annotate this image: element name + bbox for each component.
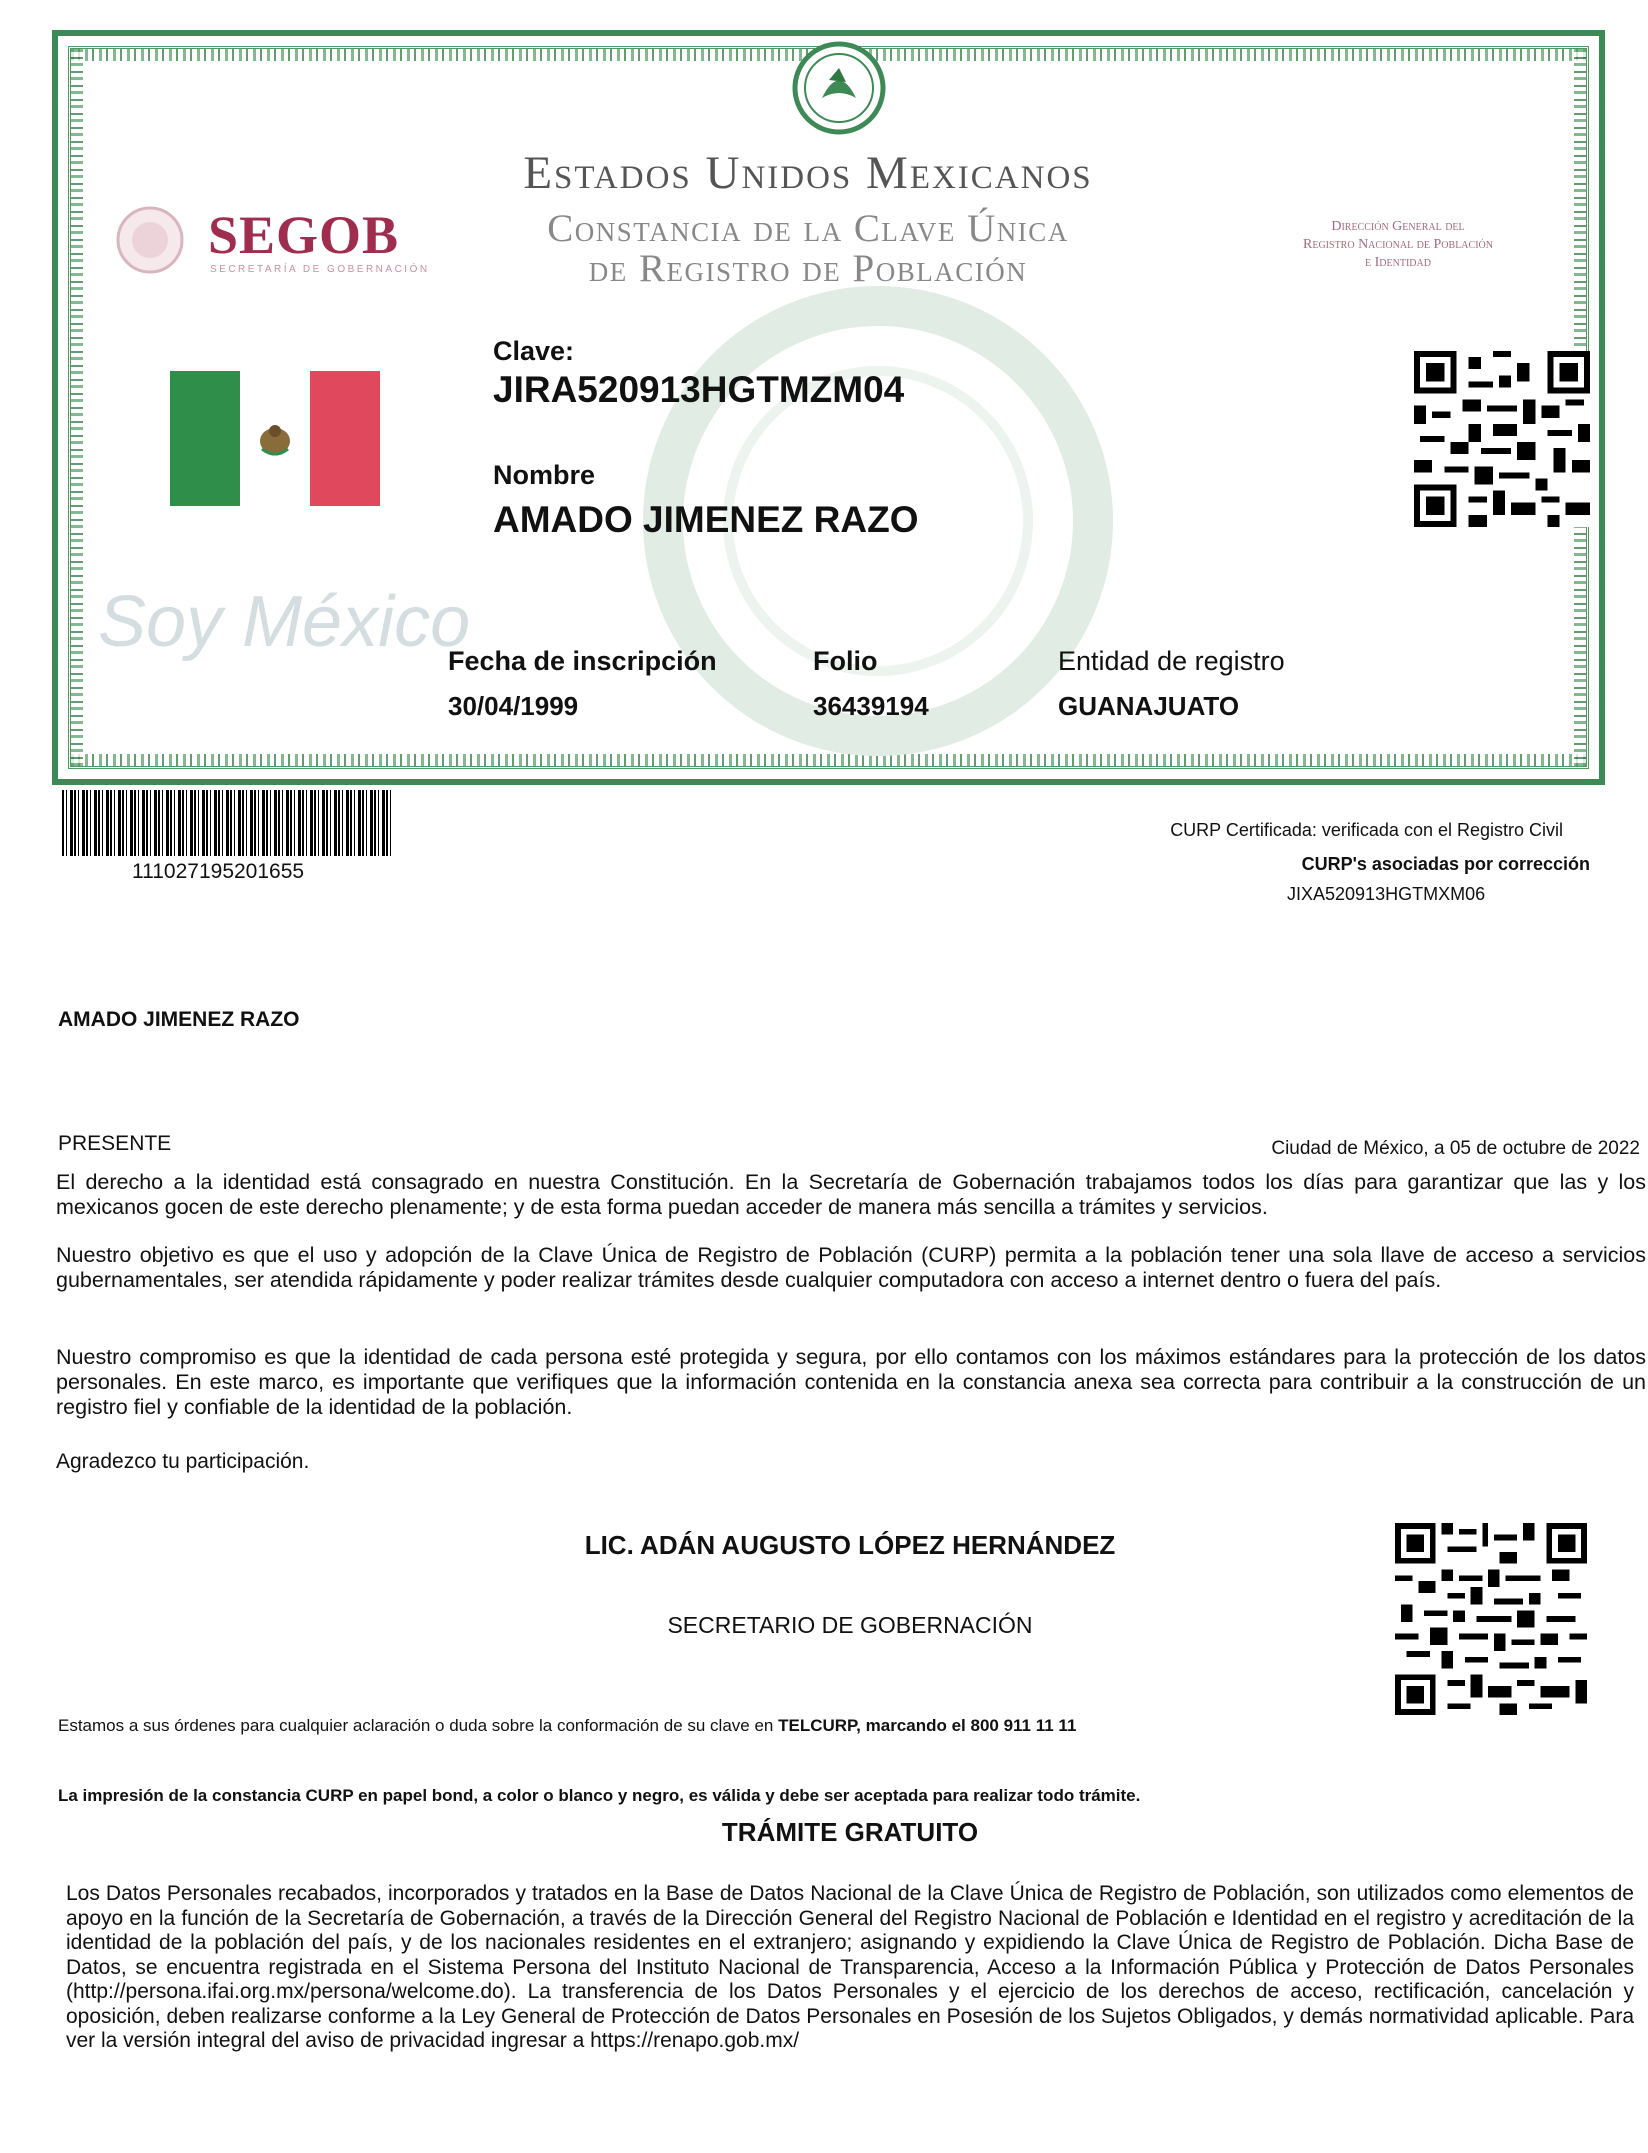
signer-title: SECRETARIO DE GOBERNACIÓN: [667, 1612, 1033, 1638]
place-date: Ciudad de México, a 05 de octubre de 2022: [1271, 1138, 1640, 1159]
national-seal-icon: [784, 38, 894, 138]
clave-label: Clave:: [493, 336, 575, 366]
clave-value: JIRA520913HGTMZM04: [493, 369, 905, 410]
letter-paragraph-1: [56, 1170, 1646, 1220]
curp-associated-value: JIXA520913HGTMXM06: [1287, 884, 1486, 904]
contact-prefix: Estamos a sus órdenes para cualquier aclaración o duda sobre la conformación de su clave en: [58, 1716, 779, 1735]
privacy-notice: [66, 1882, 1634, 2054]
barcode-number: 111027195201655: [132, 860, 305, 883]
presente-label: PRESENTE: [58, 1132, 172, 1155]
flag-red-band: [310, 371, 380, 506]
validity-note: La impresión de la constancia CURP en papel bond, a color o blanco y negro, es válida y debe ser aceptada para realizar todo trámite.: [58, 1786, 1141, 1805]
flag-green-band: [170, 371, 240, 506]
soy-mexico-watermark: Soy México: [98, 582, 471, 662]
entidad-label: Entidad de registro: [1058, 646, 1285, 676]
directorate-line2: Registro Nacional de Población: [1303, 237, 1493, 252]
entidad-value: GUANAJUATO: [1058, 691, 1240, 721]
paragraph-text: El derecho a la identidad está consagrado en nuestra Constitución. En la Secretaría de Gobernación trabajamos todos los días para garantizar que las y los mexicanos gocen de este derecho plenamente; y de esta forma puedan acceder de manera más sencilla a trámites y servicios.: [56, 1170, 1646, 1219]
directorate-line1: Dirección General del: [1331, 219, 1465, 234]
qr-code-icon: [1414, 351, 1590, 527]
country-title: Estados Unidos Mexicanos: [523, 147, 1093, 199]
fecha-label: Fecha de inscripción: [448, 646, 717, 676]
curp-certificate: [52, 30, 1605, 785]
letter-paragraph-3: [56, 1345, 1646, 1420]
folio-label: Folio: [813, 646, 878, 676]
segob-emblem-icon: [114, 204, 186, 276]
folio-value: 36439194: [813, 691, 929, 721]
contact-telcurp: TELCURP, marcando el 800 911 11 11: [778, 1716, 1077, 1735]
directorate-block: [1228, 218, 1568, 272]
curp-associated-label: [1000, 854, 1612, 875]
document-title-line1: Constancia de la Clave Única: [547, 207, 1069, 250]
segob-logo-text: SEGOB: [208, 205, 400, 265]
nombre-label: Nombre: [493, 460, 596, 490]
qr-code-icon: [1395, 1523, 1587, 1715]
paragraph-text: Nuestro compromiso es que la identidad de cada persona esté protegida y segura, por ello contamos con los máximos estándares para la protección de los datos personales. En este marco, es importante que verifiques que la información contenida en la constancia anexa sea correcta para contribuir a la construcción de un registro fiel y confiable de la identidad de la población.: [56, 1345, 1646, 1419]
addressee: AMADO JIMENEZ RAZO: [58, 1008, 300, 1031]
signer-name: LIC. ADÁN AUGUSTO LÓPEZ HERNÁNDEZ: [584, 1530, 1116, 1560]
paragraph-text: Nuestro objetivo es que el uso y adopción de la Clave Única de Registro de Población (CURP) permita a la población tener una sola llave de acceso a servicios gubernamentales, ser atendida rápidamente y poder realizar trámites desde cualquier computadora con acceso a internet dentro o fuera del país.: [56, 1243, 1646, 1292]
curp-certified-text: [1000, 820, 1590, 841]
letter-paragraph-2: [56, 1243, 1646, 1293]
document-title-line2: de Registro de Población: [588, 247, 1028, 290]
flag-coat-of-arms-icon: [252, 415, 298, 461]
directorate-line3: e Identidad: [1365, 255, 1431, 270]
curp-certified-line: CURP Certificada: verificada con el Registro Civil: [1170, 820, 1563, 840]
contact-line: [58, 1716, 1076, 1736]
nombre-value: AMADO JIMENEZ RAZO: [493, 499, 919, 540]
free-procedure: TRÁMITE GRATUITO: [721, 1817, 979, 1847]
curp-associated-label-text: CURP's asociadas por corrección: [1301, 854, 1590, 874]
mexican-flag: [170, 371, 380, 506]
frame-pattern-left: [71, 49, 83, 766]
privacy-text: Los Datos Personales recabados, incorporados y tratados en la Base de Datos Nacional de la Clave Única de Registro de Población, son utilizados como elementos de apoyo en la función de la Secretaría de Gobernación, a través de la Dirección General del Registro Nacional de Población e Identidad en el registro y acreditación de la identidad de la población del país, y de los nacionales residentes en el extranjero; asignando y expidiendo la Clave Única de Registro de Población. Dicha Base de Datos, se encuentra registrada en el Sistema Persona del Instituto Nacional de Transparencia, Acceso a la Información Pública y Protección de Datos Personales (http://persona.ifai.org.mx/persona/welcome.do). La transferencia de los Datos Personales y el ejercicio de los derechos de acceso, rectificación, cancelación y oposición, deben realizarse conforme a la Ley General de Protección de Datos Personales en Posesión de los Sujetos Obligados, y demás normatividad aplicable. Para ver la versión integral del aviso de privacidad ingresar a https://renapo.gob.mx/: [66, 1882, 1634, 2052]
thanks-line: Agradezco tu participación.: [56, 1450, 310, 1473]
segob-subtitle: SECRETARÍA DE GOBERNACIÓN: [210, 264, 430, 275]
barcode: [62, 790, 392, 856]
fecha-value: 30/04/1999: [448, 691, 579, 721]
